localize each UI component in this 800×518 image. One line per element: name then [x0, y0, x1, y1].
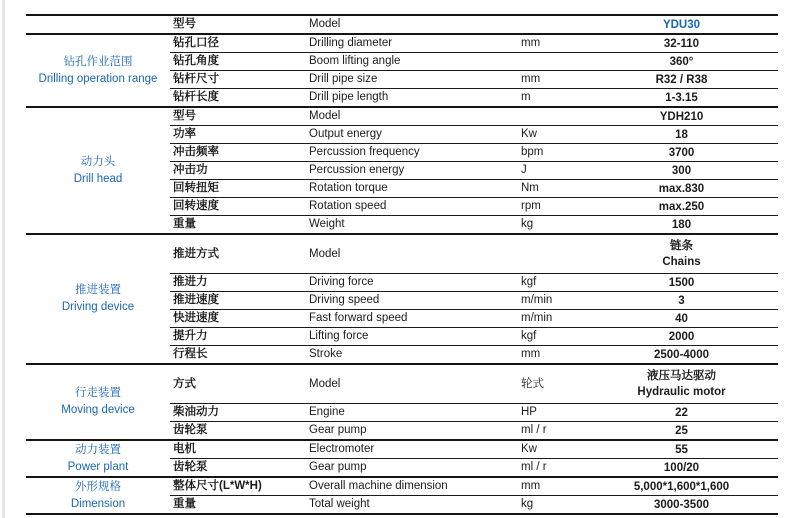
table-row: [26, 15, 778, 34]
cell-name-en: Driving force: [305, 274, 512, 292]
cell-category: [26, 15, 170, 34]
cell-value: [585, 234, 778, 274]
table-section: [26, 477, 778, 514]
cell-value: R32 / R38: [585, 71, 778, 89]
cell-value: [585, 364, 778, 404]
category-label-en: Drill head: [73, 172, 123, 185]
cell-value: 2500-4000: [585, 346, 778, 365]
cell-value: YDU30: [585, 15, 778, 34]
cell-name-cn: 快进速度: [170, 310, 305, 328]
cell-value-line: 液压马达驱动: [647, 370, 716, 382]
cell-unit: [512, 53, 585, 71]
cell-name-cn: 柴油动力: [170, 404, 305, 422]
cell-unit: Kw: [512, 126, 585, 144]
cell-value: 3: [585, 292, 778, 310]
table-section: [26, 107, 778, 234]
cell-category: [26, 364, 170, 440]
cell-value: 18: [585, 126, 778, 144]
cell-unit: mm: [512, 71, 585, 89]
category-label-en: Moving device: [61, 404, 135, 416]
table-section: [26, 440, 778, 477]
category-label-cn: 行走装置: [75, 387, 121, 399]
table-row: [26, 34, 778, 53]
cell-name-cn: 推进方式: [170, 234, 305, 274]
cell-value: 22: [585, 404, 778, 422]
category-label-cn: 外形规格: [75, 480, 121, 493]
cell-value-line: Hydraulic motor: [637, 386, 726, 398]
cell-unit: kgf: [512, 274, 585, 292]
cell-unit: m/min: [512, 292, 585, 310]
cell-name-cn: 型号: [170, 15, 305, 34]
cell-unit: kg: [512, 496, 585, 515]
cell-name-cn: 推进力: [170, 274, 305, 292]
category-label-cn: 推进装置: [75, 284, 121, 296]
cell-name-cn: 电机: [170, 440, 305, 459]
cell-name-cn: 钻杆长度: [170, 89, 305, 108]
cell-name-cn: 钻孔角度: [170, 53, 305, 71]
cell-name-en: Model: [305, 364, 512, 404]
cell-name-cn: 方式: [170, 364, 305, 404]
cell-name-cn: 推进速度: [170, 292, 305, 310]
cell-value: 300: [585, 162, 778, 180]
cell-name-en: Rotation torque: [305, 180, 512, 198]
cell-name-cn: 行程长: [170, 346, 305, 365]
table-row: [26, 477, 778, 496]
table-row: [26, 234, 778, 274]
cell-value: 3700: [585, 144, 778, 162]
cell-name-en: Engine: [305, 404, 512, 422]
cell-name-cn: 冲击功: [170, 162, 305, 180]
cell-name-cn: 回转扭矩: [170, 180, 305, 198]
cell-name-en: Gear pump: [305, 422, 512, 441]
cell-name-en: Drill pipe length: [305, 89, 512, 108]
table-row: [26, 107, 778, 126]
cell-value: 1-3.15: [585, 89, 778, 108]
table-section: [26, 15, 778, 34]
cell-name-en: Stroke: [305, 346, 512, 365]
cell-name-en: Output energy: [305, 126, 512, 144]
cell-unit: Kw: [512, 440, 585, 459]
cell-name-en: Model: [305, 234, 512, 274]
cell-name-en: Gear pump: [305, 459, 512, 478]
cell-name-cn: 钻杆尺寸: [170, 71, 305, 89]
cell-unit: [512, 15, 585, 34]
category-label-cn: 动力装置: [75, 443, 121, 456]
cell-name-en: Model: [305, 15, 512, 34]
cell-name-en: Weight: [305, 216, 512, 235]
cell-name-en: Total weight: [305, 496, 512, 515]
category-label-cn: 动力头: [80, 155, 116, 168]
page-edge-shadow: [2, 0, 5, 518]
cell-name-en: Model: [305, 107, 512, 126]
cell-name-cn: 重量: [170, 216, 305, 235]
cell-value: max.250: [585, 198, 778, 216]
cell-unit: kg: [512, 216, 585, 235]
cell-name-en: Boom lifting angle: [305, 53, 512, 71]
table-section: [26, 34, 778, 107]
category-label-en: Dimension: [70, 497, 126, 510]
cell-value: 180: [585, 216, 778, 235]
table-section: [26, 234, 778, 364]
cell-category: [26, 107, 170, 234]
cell-name-cn: 型号: [170, 107, 305, 126]
category-label-cn: 钻孔作业范围: [63, 55, 133, 68]
cell-name-en: Electromoter: [305, 440, 512, 459]
cell-name-cn: 回转速度: [170, 198, 305, 216]
cell-value: 32-110: [585, 34, 778, 53]
cell-name-en: Percussion energy: [305, 162, 512, 180]
cell-name-en: Rotation speed: [305, 198, 512, 216]
category-label-en: Drilling operation range: [38, 72, 158, 85]
cell-value: 3000-3500: [585, 496, 778, 515]
cell-value: 100/20: [585, 459, 778, 478]
cell-name-cn: 功率: [170, 126, 305, 144]
cell-name-cn: 齿轮泵: [170, 459, 305, 478]
cell-value: 5,000*1,600*1,600: [585, 477, 778, 496]
cell-category: [26, 234, 170, 364]
cell-name-cn: 重量: [170, 496, 305, 515]
cell-unit: ml / r: [512, 459, 585, 478]
cell-unit: m: [512, 89, 585, 108]
cell-name-cn: 钻孔口径: [170, 34, 305, 53]
cell-value: 55: [585, 440, 778, 459]
cell-name-en: Driving speed: [305, 292, 512, 310]
cell-unit: 轮式: [512, 364, 585, 404]
cell-name-en: Overall machine dimension: [305, 477, 512, 496]
cell-unit: mm: [512, 346, 585, 365]
cell-category: [26, 440, 170, 477]
cell-value: 1500: [585, 274, 778, 292]
category-label-en: Driving device: [61, 301, 135, 313]
cell-unit: ml / r: [512, 422, 585, 441]
cell-name-en: Drill pipe size: [305, 71, 512, 89]
cell-name-cn: 齿轮泵: [170, 422, 305, 441]
cell-value: 40: [585, 310, 778, 328]
cell-unit: kgf: [512, 328, 585, 346]
category-label-en: Power plant: [67, 460, 129, 473]
cell-value: 360°: [585, 53, 778, 71]
cell-value-line: Chains: [662, 256, 701, 268]
cell-unit: rpm: [512, 198, 585, 216]
table-row: [26, 440, 778, 459]
cell-name-cn: 提升力: [170, 328, 305, 346]
cell-name-en: Drilling diameter: [305, 34, 512, 53]
cell-unit: J: [512, 162, 585, 180]
table-row: [26, 364, 778, 404]
cell-category: [26, 477, 170, 514]
cell-name-en: Percussion frequency: [305, 144, 512, 162]
cell-name-en: Fast forward speed: [305, 310, 512, 328]
cell-value: YDH210: [585, 107, 778, 126]
table-section: [26, 364, 778, 440]
cell-value: 25: [585, 422, 778, 441]
cell-name-cn: 冲击频率: [170, 144, 305, 162]
cell-unit: Nm: [512, 180, 585, 198]
cell-name-en: Lifting force: [305, 328, 512, 346]
cell-unit: [512, 107, 585, 126]
cell-unit: [512, 234, 585, 274]
cell-value-line: 链条: [670, 240, 693, 252]
cell-value: max.830: [585, 180, 778, 198]
cell-name-cn: 整体尺寸(L*W*H): [170, 477, 305, 496]
cell-unit: mm: [512, 477, 585, 496]
cell-unit: m/min: [512, 310, 585, 328]
spec-table: [26, 14, 778, 515]
cell-unit: HP: [512, 404, 585, 422]
cell-unit: mm: [512, 34, 585, 53]
cell-category: [26, 34, 170, 107]
cell-value: 2000: [585, 328, 778, 346]
cell-unit: bpm: [512, 144, 585, 162]
